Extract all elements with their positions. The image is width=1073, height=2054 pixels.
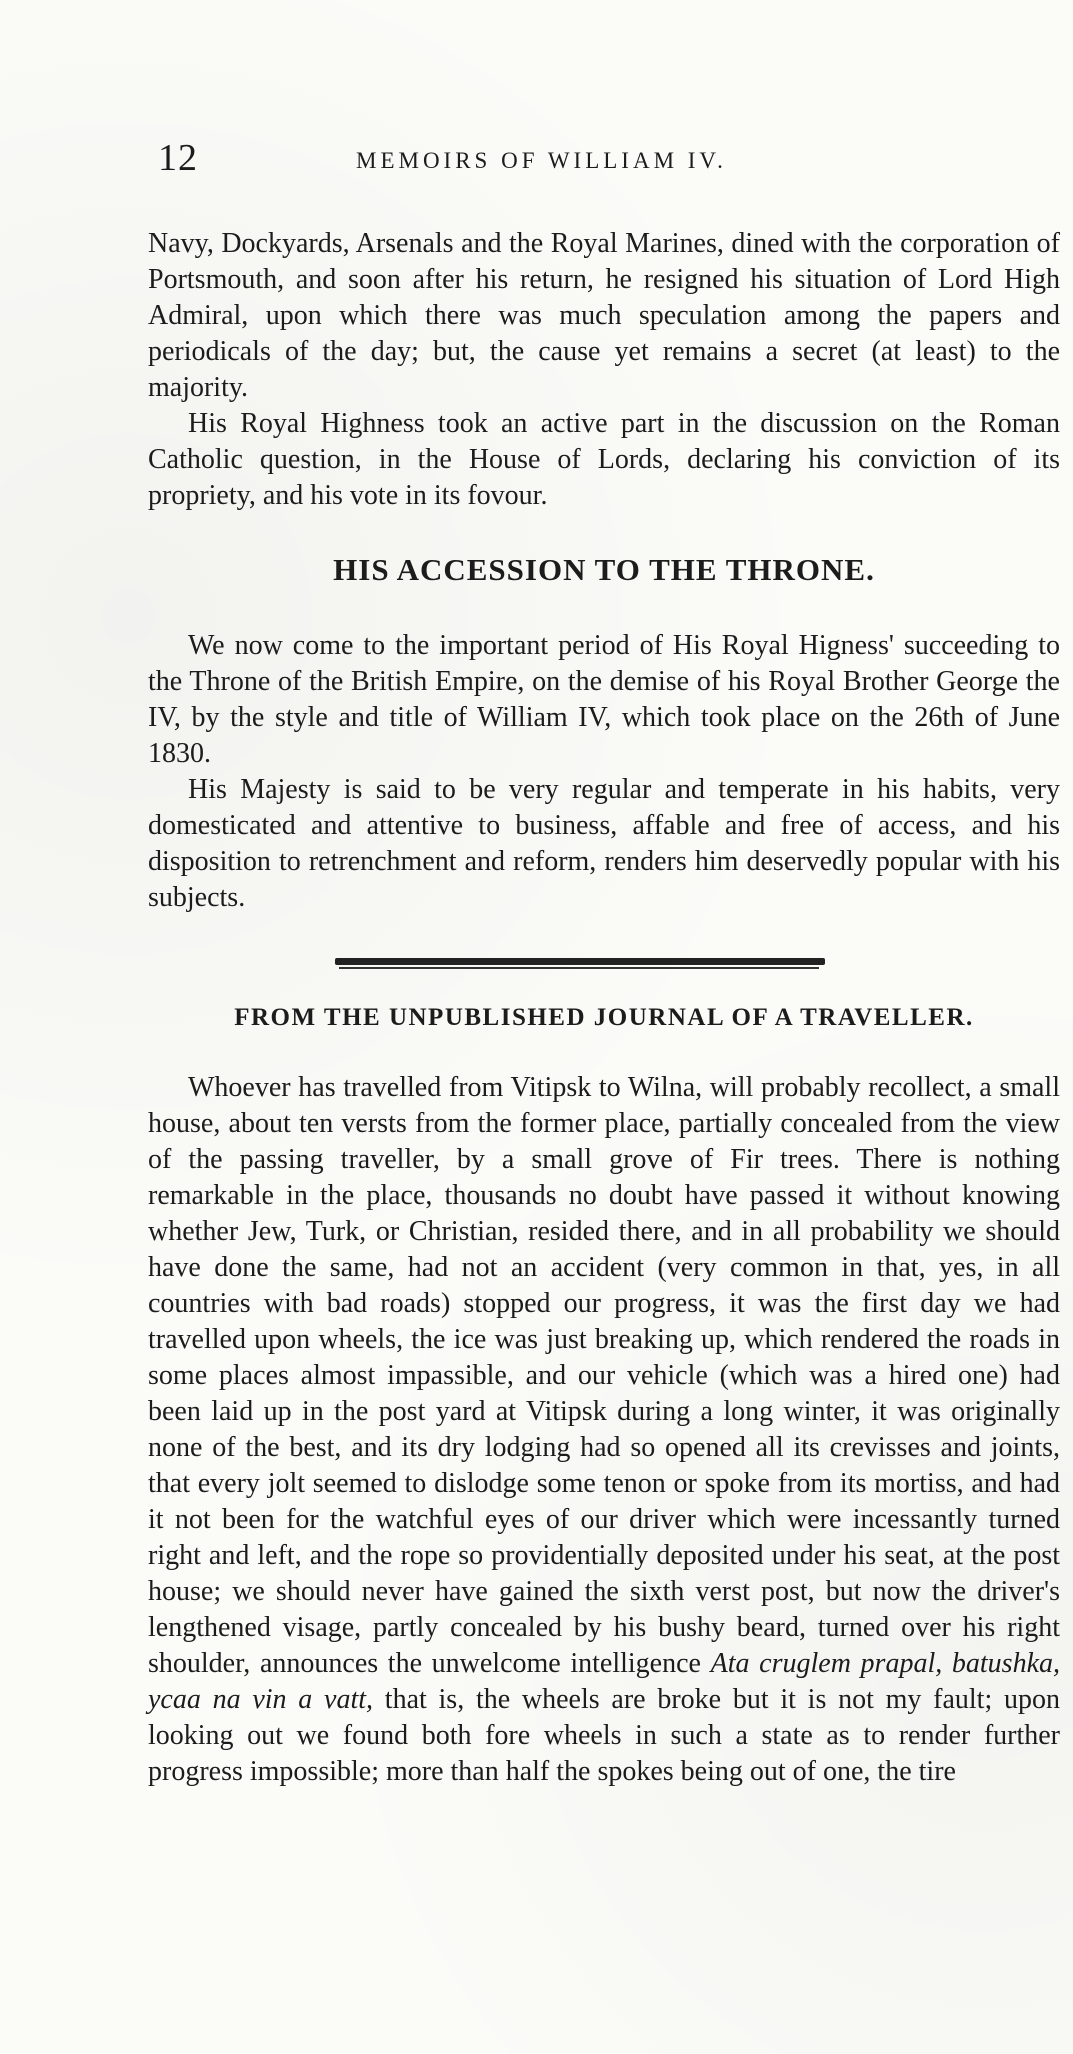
- continuation-paragraph-1: Navy, Dockyards, Arsenals and the Royal Marines, dined with the corporation of Portsmouth, and soon after his return, he resigned his situation of Lord High Admiral, upon which there was much speculation among the papers and periodicals of the day; but, the cause yet remains a secret (at least) to the majority.: [148, 228, 1060, 403]
- page-number: 12: [158, 137, 198, 179]
- journal-russian-quote: Ata cruglem prapal, batushka, ycaa na vin a vatt,: [148, 1648, 1060, 1715]
- accession-heading: HIS ACCESSION TO THE THRONE.: [333, 552, 875, 587]
- journal-text-start: Whoever has travelled from Vitipsk to Wilna, will probably recollect, a small house, about ten versts from the former place, partially concealed from the view of the passing traveller, by a small grove of Fir trees. There is nothing remarkable in the place, thousands no doubt have passed it without knowing whether Jew, Turk, or Christian, resided there, and in all probability we should have done the same, had not an accident (very common in that, yes, in all countries with bad roads) stopped our progress, it was the first day we had travelled upon wheels, the ice was just breaking up, which rendered the roads in some places almost impassible, and our vehicle (which was a hired one) had been laid up in the post yard at Vitipsk during a long winter, it was originally none of the best, and its dry lodging had so opened all its crevisses and joints, that every jolt seemed to dislodge some tenon or spoke from its mortiss, and had it not been for the watchful eyes of our driver which were incessantly turned right and left, and the rope so providentially deposited under his seat, at the post house; we should never have gained the sixth verst post, but now the driver's lengthened visage, partly concealed by his bushy beard, turned over his right shoulder, announces the unwelcome intelligence: [148, 1072, 1060, 1679]
- section-divider: [335, 956, 825, 970]
- continuation-paragraph-2: His Royal Highness took an active part in the discussion on the Roman Catholic question, in the House of Lords, declaring his conviction of its propriety, and his vote in its fovour.: [148, 408, 1060, 511]
- journal-paragraph-1: [148, 1070, 1060, 1790]
- accession-paragraph-2: His Majesty is said to be very regular and temperate in his habits, very domesticated and attentive to business, affable and free of access, and his disposition to retrenchment and reform, renders him deservedly popular with his subjects.: [148, 774, 1060, 913]
- accession-text: [148, 628, 1060, 916]
- divider-thick-line: [335, 958, 825, 965]
- page-header: [158, 136, 958, 186]
- running-head: MEMOIRS OF WILLIAM IV.: [356, 148, 727, 173]
- divider-thin-line: [339, 967, 819, 969]
- continuation-text: [148, 226, 1060, 514]
- journal-heading: FROM THE UNPUBLISHED JOURNAL OF A TRAVELLER.: [234, 1004, 974, 1031]
- accession-paragraph-1: We now come to the important period of His Royal Higness' succeeding to the Throne of the British Empire, on the demise of his Royal Brother George the IV, by the style and title of William IV, which took place on the 26th of June 1830.: [148, 630, 1060, 769]
- journal-text: [148, 1070, 1060, 1790]
- journal-text-end: that is, the wheels are broke but it is not my fault; upon looking out we found both fore wheels in such a state as to render further progress impossible; more than half the spokes being out of one, the tire: [148, 1684, 1060, 1787]
